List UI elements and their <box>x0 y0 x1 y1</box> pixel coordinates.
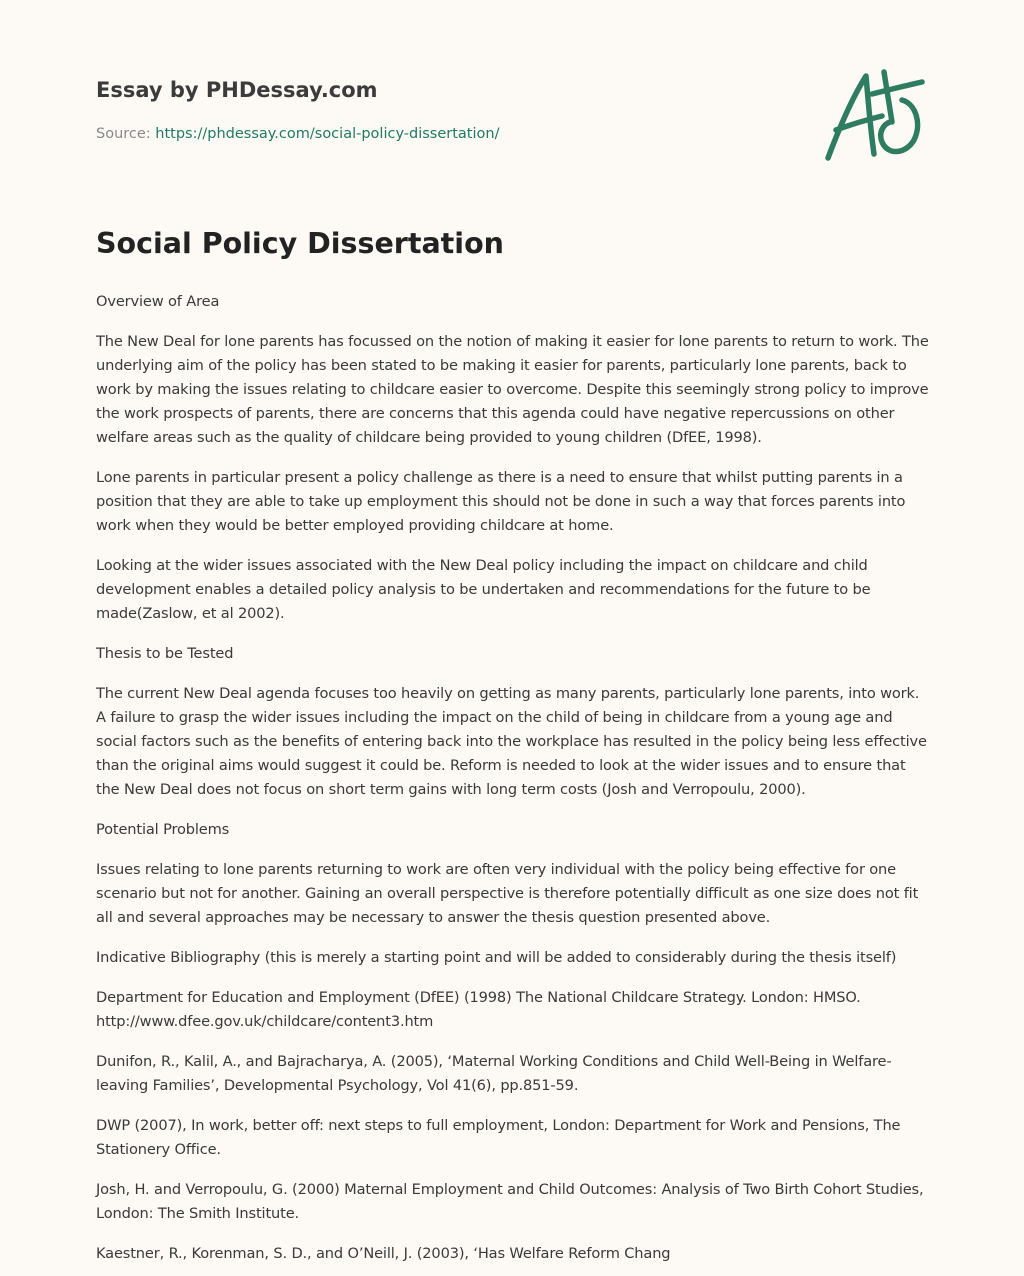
essay-title: Social Policy Dissertation <box>96 227 504 260</box>
overview-heading: Overview of Area <box>96 293 220 310</box>
paragraph: Lone parents in particular present a policy challenge as there is a need to ensure that whilst putting parents in a position that they are able to take up employment this should not be done in such a way that forces parents into work when they would be better employed providing childcare at home. <box>96 469 906 534</box>
bibliography-heading: Indicative Bibliography (this is merely a starting point and will be added to considerably during the thesis itself) <box>96 949 897 966</box>
paragraph: Issues relating to lone parents returning to work are often very individual with the policy being effective for one scenario but not for another. Gaining an overall perspective is therefore potentially difficult as one size does not fit all and several approaches may be necessary to answer the thesis question presented above. <box>96 861 919 926</box>
essay-header <box>96 76 499 144</box>
a-plus-logo-icon <box>818 64 930 168</box>
problems-heading: Potential Problems <box>96 821 230 838</box>
paragraph: The current New Deal agenda focuses too heavily on getting as many parents, particularly lone parents, into work. A failure to grasp the wider issues including the impact on the child of being in childcare from a young age and social factors such as the benefits of entering back into the workplace has resulted in the policy being less effective than the original aims would suggest it could be. Reform is needed to look at the wider issues and to ensure that the New Deal does not focus on short term gains with long term costs (Josh and Verropoulu, 2000). <box>96 685 927 798</box>
essay-body <box>96 224 930 1276</box>
thesis-heading: Thesis to be Tested <box>96 645 234 662</box>
bibliography-entry: Department for Education and Employment (DfEE) (1998) The National Childcare Strategy. London: HMSO. http://www.dfee.gov.uk/childcare/content3.htm <box>96 989 861 1030</box>
source-line <box>96 124 499 144</box>
paragraph: The New Deal for lone parents has focussed on the notion of making it easier for lone parents to return to work. The underlying aim of the policy has been stated to be making it easier for parents, particularly lone parents, back to work by making the issues relating to childcare easier to overcome. Despite this seemingly strong policy to improve the work prospects of parents, there are concerns that this agenda could have negative repercussions on other welfare areas such as the quality of childcare being provided to young children (DfEE, 1998). <box>96 333 929 446</box>
paragraph: Looking at the wider issues associated with the New Deal policy including the impact on childcare and child development enables a detailed policy analysis to be undertaken and recommendations for the future to be made(Zaslow, et al 2002). <box>96 557 871 622</box>
bibliography-entry: Kaestner, R., Korenman, S. D., and O’Neill, J. (2003), ‘Has Welfare Reform Chang <box>96 1245 671 1262</box>
essay-paragraphs <box>96 290 930 1266</box>
source-link[interactable]: https://phdessay.com/social-policy-dissertation/ <box>155 126 500 142</box>
bibliography-entry: Dunifon, R., Kalil, A., and Bajracharya, A. (2005), ‘Maternal Working Conditions and Child Well-Being in Welfare-leaving Families’, Developmental Psychology, Vol 41(6), pp.851-59. <box>96 1053 892 1094</box>
bibliography-entry: Josh, H. and Verropoulu, G. (2000) Maternal Employment and Child Outcomes: Analysis of Two Birth Cohort Studies, London: The Smith Institute. <box>96 1181 924 1222</box>
bibliography-entry: DWP (2007), In work, better off: next steps to full employment, London: Department for Work and Pensions, The Stationery Office. <box>96 1117 901 1158</box>
site-brand: Essay by PHDessay.com <box>96 78 378 102</box>
source-label: Source: <box>96 126 156 142</box>
